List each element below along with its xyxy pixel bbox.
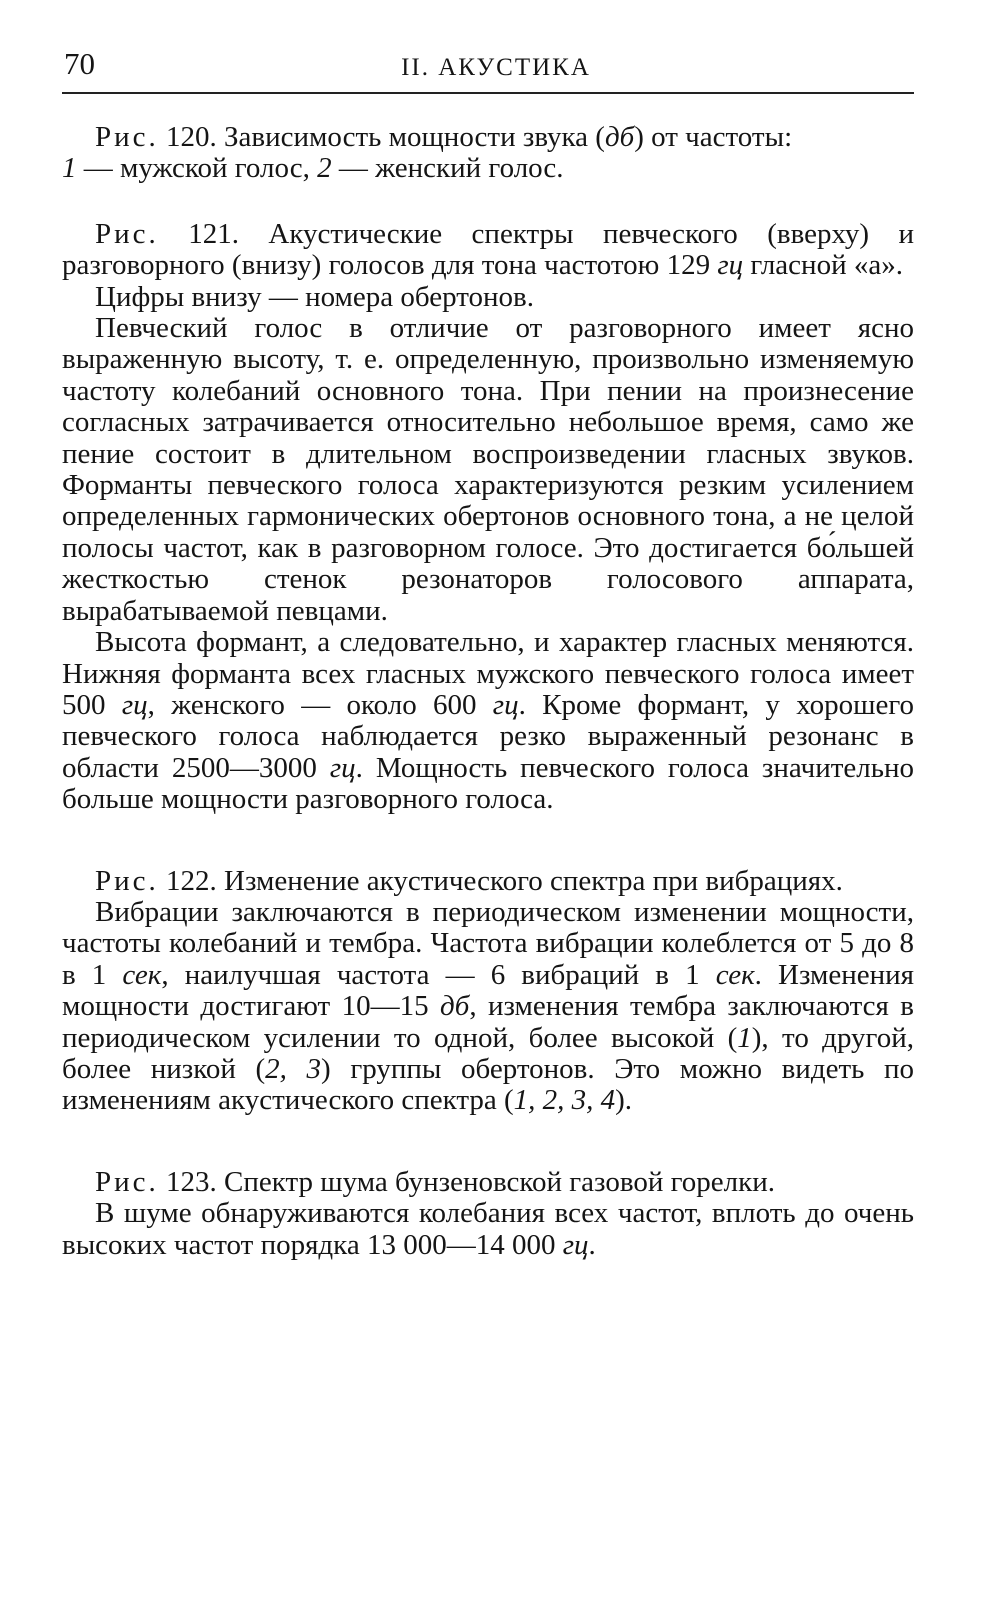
body-paragraph	[62, 897, 914, 1117]
unit: дб	[440, 990, 470, 1023]
page-number: 70	[64, 46, 95, 81]
unit: гц	[329, 751, 356, 784]
body-paragraph: Певческий голос в отличие от разговорного имеет ясно выраженную высоту, т. е. определенную, произвольно изменяемую частоту колебаний основного тона. При пении на произнесение согласных затрачивается относительно небольшое время, само же пение состоит в длительном воспроизведении гласных звуков. Форманты певческого голоса характеризуются резким усилением определенных гармонических обертонов основного тона, а не целой полосы частот, как в разговорном голосе. Это достигается бо́льшей жесткостью стенок резонаторов голосового аппарата, вырабатываемой певцами.	[62, 312, 914, 627]
text-run: .	[588, 1228, 596, 1261]
text-run: В шуме обнаруживаются колебания всех частот, вплоть до очень высоких частот порядка 13 000—14 000	[62, 1197, 914, 1261]
text-run: . Кроме формант, у хорошего певческого голоса наблюдается резко выраженный резонанс в области 2500—3000	[62, 688, 914, 784]
body-paragraph	[62, 1198, 914, 1261]
caption-label: Рис.	[95, 1165, 159, 1198]
caption-label: Рис.	[95, 121, 159, 153]
text-run: ).	[615, 1084, 633, 1117]
caption-text: 122. Изменение акустического спектра при вибрациях.	[166, 864, 843, 897]
ref-number: 1	[737, 1021, 752, 1054]
unit: дб	[604, 121, 635, 153]
text-run: Высота формант, а следовательно, и характер гласных меняются. Нижняя форманта всех гласных мужского певческого голоса имеет 500	[62, 626, 914, 721]
caption-text: ) от частоты:	[634, 121, 793, 153]
unit: гц	[717, 249, 744, 282]
caption-fig-121	[62, 219, 914, 282]
running-head	[62, 40, 914, 92]
unit: гц	[562, 1228, 589, 1261]
caption-fig-120	[62, 122, 914, 185]
text-run: , изменения тембра заключаются в периодическом усилении то одной, более высокой (	[62, 990, 914, 1054]
text-run: . Изменения мощности достигают 10—15	[62, 958, 914, 1023]
caption-text: — женский голос.	[331, 152, 564, 185]
text-run: ) группы обертонов. Это можно видеть по изменениям акустического спектра (	[62, 1052, 914, 1117]
caption-text: 123. Спектр шума бунзеновской газовой горелки.	[166, 1165, 775, 1198]
book-page	[62, 40, 914, 1261]
caption-label: Рис.	[95, 217, 159, 250]
text-run: ), то другой, более низкой (	[62, 1021, 914, 1085]
caption-text: 120. Зависимость мощности звука (	[166, 121, 605, 153]
ref-number: 1, 2, 3, 4	[513, 1084, 616, 1117]
caption-text: 121. Акустические спектры певческого (вверху) и разговорного (внизу) голосов для тона частотою 129	[62, 217, 914, 282]
caption-fig-122	[62, 866, 914, 897]
caption-fig-123	[62, 1167, 914, 1198]
text-run: Вибрации заключаются в периодическом изменении мощности, частоты колебаний и тембра. Частота вибрации колеблется от 5 до 8 в 1	[62, 895, 914, 991]
legend-number: 2	[317, 152, 332, 185]
unit: гц	[492, 688, 519, 721]
text-run: , наилучшая частота — 6 вибраций в 1	[161, 958, 716, 991]
chapter-title: II. АКУСТИКА	[401, 54, 591, 81]
unit: сек	[122, 958, 162, 991]
unit: сек	[715, 958, 755, 991]
caption-note: Цифры внизу — номера обертонов.	[95, 280, 534, 313]
legend-number: 1	[62, 152, 77, 185]
caption-text: — мужской голос,	[76, 152, 318, 185]
text-run: , женского — около 600	[147, 688, 493, 721]
text-run: . Мощность певческого голоса значительно больше мощности разговорного голоса.	[62, 751, 914, 816]
body-paragraph	[62, 627, 914, 815]
caption-text: гласной «а».	[743, 249, 903, 282]
caption-label: Рис.	[95, 864, 159, 897]
header-rule	[62, 92, 914, 94]
ref-number: 2, 3	[265, 1052, 322, 1085]
unit: гц	[121, 688, 148, 721]
